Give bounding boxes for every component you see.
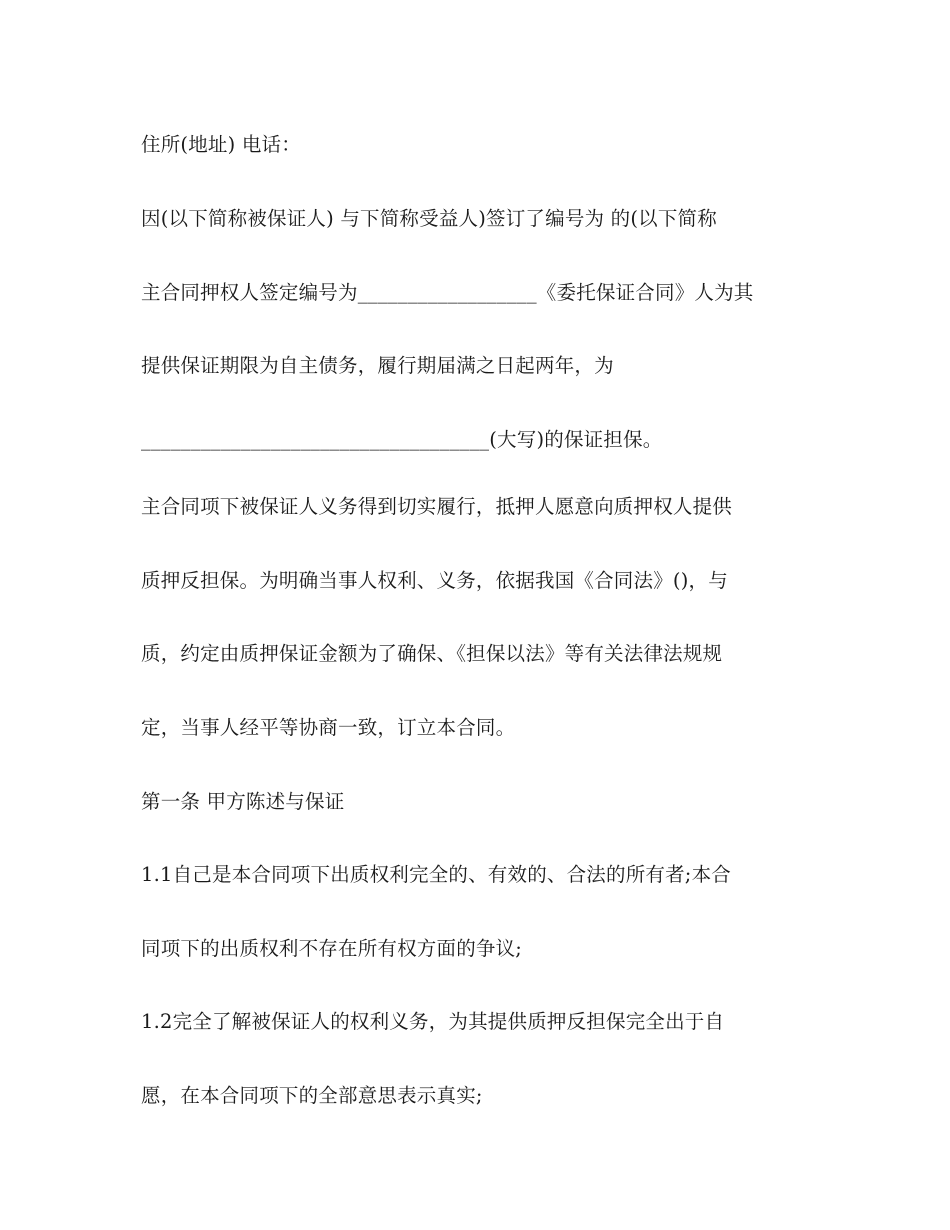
text-line-paragraph-1: 因(以下简称被保证人) 与下简称受益人)签订了编号为 的(以下简称 [141, 207, 717, 230]
clause-1-2: 1.2完全了解被保证人的权利义务，为其提供质押反担保完全出于自 [141, 1010, 725, 1033]
text-line-paragraph-2: 质，约定由质押保证金额为了确保、《担保以法》等有关法律法规规 [141, 642, 723, 665]
text-line-paragraph-2: 质押反担保。为明确当事人权利、义务，依据我国《合同法》()，与 [141, 569, 728, 592]
section-heading-article-1: 第一条 甲方陈述与保证 [141, 790, 345, 813]
text-line-paragraph-2: 定，当事人经平等协商一致，订立本合同。 [141, 716, 516, 739]
clause-1-1: 同项下的出质权利不存在所有权方面的争议; [141, 937, 523, 960]
text-line-paragraph-1: 提供保证期限为自主债务，履行期届满之日起两年，为 [141, 354, 614, 377]
clause-1-1: 1.1自己是本合同项下出质权利完全的、有效的、合法的所有者;本合 [141, 863, 731, 886]
text-line-address-phone: 住所(地址) 电话： [141, 133, 301, 156]
text-line-paragraph-1: 主合同押权人签定编号为__________________《委托保证合同》人为其 [141, 281, 754, 304]
clause-1-2: 愿，在本合同项下的全部意思表示真实; [141, 1084, 483, 1107]
text-line-paragraph-1: ___________________________________(大写)的保证担保。 [141, 428, 663, 451]
text-line-paragraph-2: 主合同项下被保证人义务得到切实履行，抵押人愿意向质押权人提供 [141, 495, 733, 518]
